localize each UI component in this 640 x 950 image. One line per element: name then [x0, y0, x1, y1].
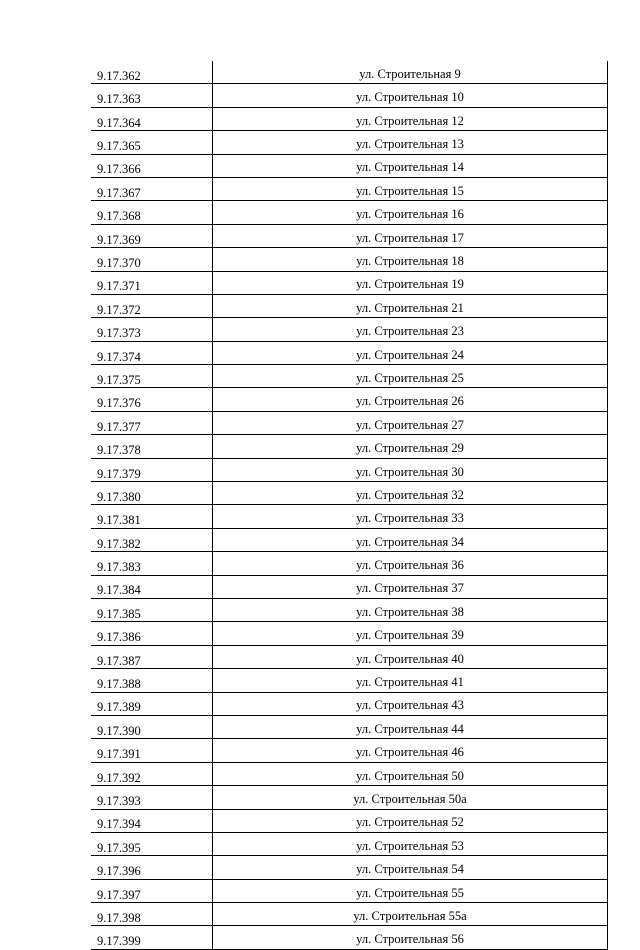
- row-address-cell: ул. Строительная 26: [213, 388, 608, 411]
- row-address-cell: ул. Строительная 29: [213, 435, 608, 458]
- row-address-cell: ул. Строительная 21: [213, 294, 608, 317]
- row-address-cell: ул. Строительная 55: [213, 879, 608, 902]
- table-row: [91, 318, 608, 341]
- row-address-cell: ул. Строительная 16: [213, 201, 608, 224]
- table-row: [91, 154, 608, 177]
- row-number-cell: 9.17.399: [91, 926, 213, 949]
- table-row: [91, 482, 608, 505]
- row-address-cell: ул. Строительная 44: [213, 715, 608, 738]
- table-row: [91, 832, 608, 855]
- row-number-cell: 9.17.392: [91, 762, 213, 785]
- table-row: [91, 786, 608, 809]
- row-number-cell: 9.17.379: [91, 458, 213, 481]
- row-address-cell: ул. Строительная 56: [213, 926, 608, 949]
- table-row: [91, 365, 608, 388]
- address-registry-table: [91, 61, 608, 950]
- row-address-cell: ул. Строительная 55а: [213, 903, 608, 926]
- row-number-cell: 9.17.367: [91, 177, 213, 200]
- row-number-cell: 9.17.380: [91, 482, 213, 505]
- table-row: [91, 856, 608, 879]
- row-number-cell: 9.17.376: [91, 388, 213, 411]
- row-number-cell: 9.17.381: [91, 505, 213, 528]
- table-row: [91, 809, 608, 832]
- row-address-cell: ул. Строительная 54: [213, 856, 608, 879]
- row-address-cell: ул. Строительная 23: [213, 318, 608, 341]
- table-row: [91, 435, 608, 458]
- row-number-cell: 9.17.374: [91, 341, 213, 364]
- address-registry-body: [91, 61, 608, 949]
- table-row: [91, 879, 608, 902]
- table-row: [91, 528, 608, 551]
- row-address-cell: ул. Строительная 50: [213, 762, 608, 785]
- table-row: [91, 458, 608, 481]
- row-address-cell: ул. Строительная 53: [213, 832, 608, 855]
- row-number-cell: 9.17.391: [91, 739, 213, 762]
- row-address-cell: ул. Строительная 38: [213, 598, 608, 621]
- row-address-cell: ул. Строительная 32: [213, 482, 608, 505]
- table-row: [91, 598, 608, 621]
- table-row: [91, 762, 608, 785]
- table-row: [91, 692, 608, 715]
- row-number-cell: 9.17.394: [91, 809, 213, 832]
- table-row: [91, 669, 608, 692]
- row-number-cell: 9.17.370: [91, 248, 213, 271]
- table-row: [91, 739, 608, 762]
- row-address-cell: ул. Строительная 39: [213, 622, 608, 645]
- table-row: [91, 622, 608, 645]
- row-address-cell: ул. Строительная 18: [213, 248, 608, 271]
- row-address-cell: ул. Строительная 10: [213, 84, 608, 107]
- row-number-cell: 9.17.389: [91, 692, 213, 715]
- row-number-cell: 9.17.385: [91, 598, 213, 621]
- table-row: [91, 131, 608, 154]
- row-address-cell: ул. Строительная 40: [213, 645, 608, 668]
- row-number-cell: 9.17.373: [91, 318, 213, 341]
- table-row: [91, 224, 608, 247]
- row-number-cell: 9.17.383: [91, 552, 213, 575]
- table-row: [91, 294, 608, 317]
- table-row: [91, 388, 608, 411]
- row-address-cell: ул. Строительная 34: [213, 528, 608, 551]
- table-row: [91, 201, 608, 224]
- row-address-cell: ул. Строительная 41: [213, 669, 608, 692]
- table-row: [91, 552, 608, 575]
- row-number-cell: 9.17.393: [91, 786, 213, 809]
- table-row: [91, 926, 608, 949]
- table-row: [91, 505, 608, 528]
- row-number-cell: 9.17.386: [91, 622, 213, 645]
- row-number-cell: 9.17.363: [91, 84, 213, 107]
- row-number-cell: 9.17.395: [91, 832, 213, 855]
- table-row: [91, 575, 608, 598]
- row-number-cell: 9.17.375: [91, 365, 213, 388]
- table-row: [91, 411, 608, 434]
- table-row: [91, 715, 608, 738]
- row-number-cell: 9.17.388: [91, 669, 213, 692]
- table-row: [91, 271, 608, 294]
- table-row: [91, 341, 608, 364]
- row-address-cell: ул. Строительная 14: [213, 154, 608, 177]
- row-number-cell: 9.17.365: [91, 131, 213, 154]
- row-number-cell: 9.17.369: [91, 224, 213, 247]
- row-address-cell: ул. Строительная 46: [213, 739, 608, 762]
- row-number-cell: 9.17.397: [91, 879, 213, 902]
- row-address-cell: ул. Строительная 50а: [213, 786, 608, 809]
- row-number-cell: 9.17.396: [91, 856, 213, 879]
- table-row: [91, 248, 608, 271]
- row-number-cell: 9.17.364: [91, 107, 213, 130]
- row-number-cell: 9.17.378: [91, 435, 213, 458]
- row-number-cell: 9.17.384: [91, 575, 213, 598]
- table-row: [91, 177, 608, 200]
- row-address-cell: ул. Строительная 37: [213, 575, 608, 598]
- row-number-cell: 9.17.377: [91, 411, 213, 434]
- row-number-cell: 9.17.382: [91, 528, 213, 551]
- row-address-cell: ул. Строительная 17: [213, 224, 608, 247]
- row-address-cell: ул. Строительная 30: [213, 458, 608, 481]
- row-number-cell: 9.17.398: [91, 903, 213, 926]
- table-row: [91, 61, 608, 84]
- row-number-cell: 9.17.366: [91, 154, 213, 177]
- row-number-cell: 9.17.390: [91, 715, 213, 738]
- table-row: [91, 903, 608, 926]
- row-address-cell: ул. Строительная 24: [213, 341, 608, 364]
- row-address-cell: ул. Строительная 27: [213, 411, 608, 434]
- row-number-cell: 9.17.362: [91, 61, 213, 84]
- table-row: [91, 107, 608, 130]
- table-row: [91, 645, 608, 668]
- row-number-cell: 9.17.372: [91, 294, 213, 317]
- row-number-cell: 9.17.368: [91, 201, 213, 224]
- row-address-cell: ул. Строительная 15: [213, 177, 608, 200]
- row-address-cell: ул. Строительная 33: [213, 505, 608, 528]
- row-address-cell: ул. Строительная 25: [213, 365, 608, 388]
- row-address-cell: ул. Строительная 36: [213, 552, 608, 575]
- row-address-cell: ул. Строительная 52: [213, 809, 608, 832]
- row-number-cell: 9.17.387: [91, 645, 213, 668]
- row-address-cell: ул. Строительная 43: [213, 692, 608, 715]
- row-number-cell: 9.17.371: [91, 271, 213, 294]
- table-row: [91, 84, 608, 107]
- row-address-cell: ул. Строительная 19: [213, 271, 608, 294]
- row-address-cell: ул. Строительная 9: [213, 61, 608, 84]
- row-address-cell: ул. Строительная 12: [213, 107, 608, 130]
- row-address-cell: ул. Строительная 13: [213, 131, 608, 154]
